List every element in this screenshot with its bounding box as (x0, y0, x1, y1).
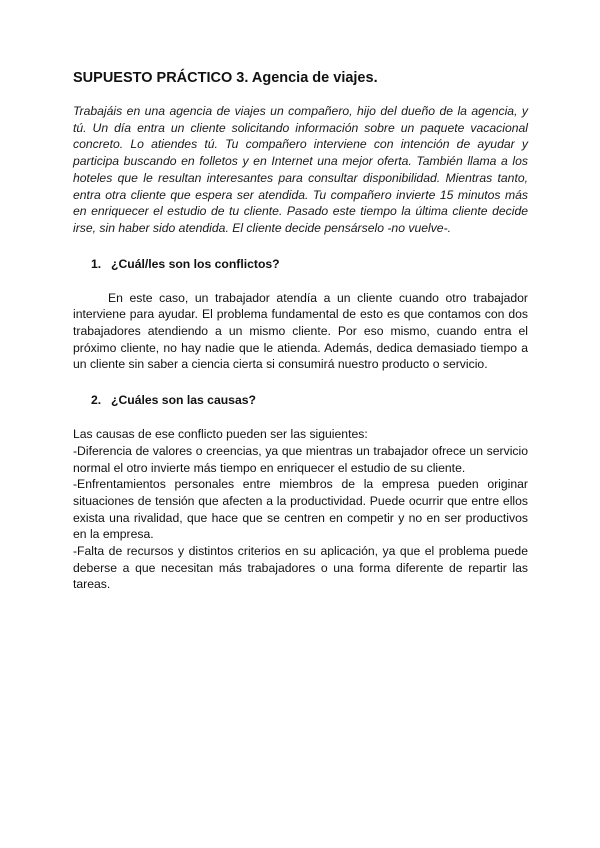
cause-item-personal-conflicts: -Enfrentamientos personales entre miembros de la empresa pueden originar situaciones de tensión que afecten a la productividad. Puede ocurrir que entre ellos exista una rivalidad, que hace que se centren en competir y no en ser productivos en la empresa. (73, 477, 528, 542)
question-1-answer: En este caso, un trabajador atendía a un cliente cuando otro trabajador interviene para ayudar. El problema fundamental de esto es que contamos con dos trabajadores atendiendo a un mismo cliente. Por eso mismo, cuando entra el próximo cliente, no hay nadie que le atienda. Además, dedica demasiado tiempo a un cliente sin saber a ciencia cierta si consumirá nuestro producto o servicio. (73, 290, 528, 372)
question-1-text: ¿Cuál/les son los conflictos? (111, 256, 280, 271)
document-title: SUPUESTO PRÁCTICO 3. Agencia de viajes. (73, 70, 378, 86)
question-2-heading (91, 393, 528, 407)
cause-item-values: -Diferencia de valores o creencias, ya que mientras un trabajador ofrece un servicio normal el otro invierte más tiempo en enriquecer el estudio de su cliente. (73, 443, 528, 475)
causes-intro: Las causas de ese conflicto pueden ser las siguientes: (73, 427, 368, 442)
scenario-paragraph: Trabajáis en una agencia de viajes un compañero, hijo del dueño de la agencia, y tú. Un día entra un cliente solicitando información sobre un paquete vacacional concreto. Lo atiendes tú. Tu compañero interviene con intención de ayudar y participa buscando en folletos y en Internet una mejor oferta. También llama a los hoteles que le resultan interesantes para consultar disponibilidad. Mientras tanto, entra otra cliente que espera ser atendida. Tu compañero invierte 15 minutos más en enriquecer el estudio de tu cliente. Pasado este tiempo la última cliente decide irse, sin haber sido atendida. El cliente decide pensárselo -no vuelve-. (73, 104, 528, 235)
document-page (73, 70, 528, 593)
cause-item-resources: -Falta de recursos y distintos criterios en su aplicación, ya que el problema puede deberse a que necesitan más trabajadores o una forma diferente de repartir las tareas. (73, 544, 528, 592)
question-2-text: ¿Cuáles son las causas? (111, 393, 256, 408)
question-2-number: 2. (91, 393, 102, 408)
question-1-number: 1. (91, 256, 102, 271)
question-1-heading (91, 257, 528, 271)
